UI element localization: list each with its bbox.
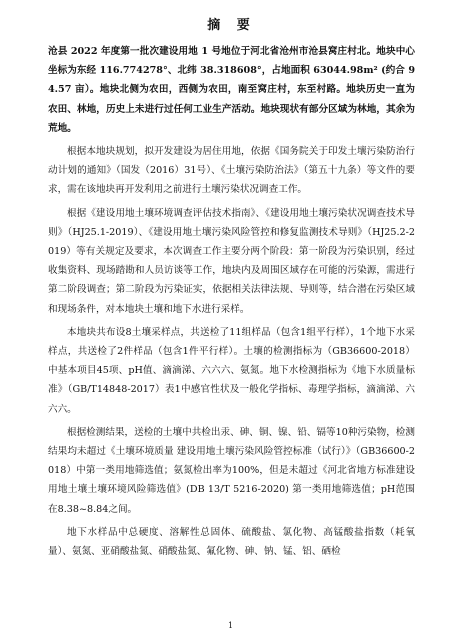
paragraph-soil-results: 根据检测结果，送检的土壤中共检出汞、砷、铜、镍、铅、镉等10种污染物，检测结果均未超过《土壤环境质量 建设用地土壤污染风险管控标准（试行）》（GB36600-2018）中第一类用地筛选值；氨氮检出率为100%，但是未超过《河北省地方标准建设用地土壤土壤环境风险筛选值》(DB 13/T 5216-2020) 第一类用地筛选值；pH范围在8.38~8.84之间。 <box>48 426 415 515</box>
paragraph-investigation-stages: 根据《建设用地土壤环境调查评估技术指南》、《建设用地土壤污染状况调查技术导则》（HJ25.1-2019）、《建设用地土壤污染风险管控和修复监测技术导则》（HJ25.2-2019）等有关规定及要求，本次调查工作主要分两个阶段：第一阶段为污染识别，经过收集资料、现场踏勘和人员访谈等工作，地块内及周围区域存在可能的污染源，需进行第二阶段调查；第二阶段为污染证实，依据相关法律法规、导则等，结合潜在污染区域和现场条件，对本地块土壤和地下水进行采样。 <box>48 207 415 315</box>
paragraph-groundwater-results: 地下水样品中总硬度、溶解性总固体、硫酸盐、氯化物、高锰酸盐指数（耗氧量）、氨氮、亚硝酸盐氮、硝酸盐氮、氟化物、砷、钠、锰、铝、硒检 <box>48 526 415 558</box>
paragraph-planning-basis: 根据本地块规划，拟开发建设为居住用地，依据《国务院关于印发土壤污染防治行动计划的通知》（国发（2016）31号）、《土壤污染防治法》（第五十九条）等文件的要求，需在该地块再开发利用之前进行土壤污染状况调查工作。 <box>48 146 415 196</box>
paragraph-sampling: 本地块共布设8土壤采样点，共送检了11组样品（包含1组平行样），1个地下水采样点，共送检了2件样品（包含1件平行样）。土壤的检测指标为（GB36600-2018）中基本项目45项、pH值、滴滴涕、六六六、氨氮。地下水检测指标为《地下水质量标准》（GB/T14848-2017）表1中感官性状及一般化学指标、毒理学指标，滴滴涕、六六六。 <box>48 326 415 415</box>
paragraph-site-overview: 沧县 2022 年度第一批次建设用地 1 号地位于河北省沧州市沧县窝庄村北。地块中心坐标为东经 116.774278°、北纬 38.318608°，占地面积 63044.98m² (约合 94.57 亩）。地块北侧为农田，西侧为农田，南至窝庄村，东至村路。地块历史一直为农田、林地，历史上未进行过任何工业生产活动。地块现状有部分区域为林地，其余为荒地。 <box>48 46 415 134</box>
page-title: 摘 要 <box>207 18 256 33</box>
page-number: 1 <box>227 621 234 630</box>
